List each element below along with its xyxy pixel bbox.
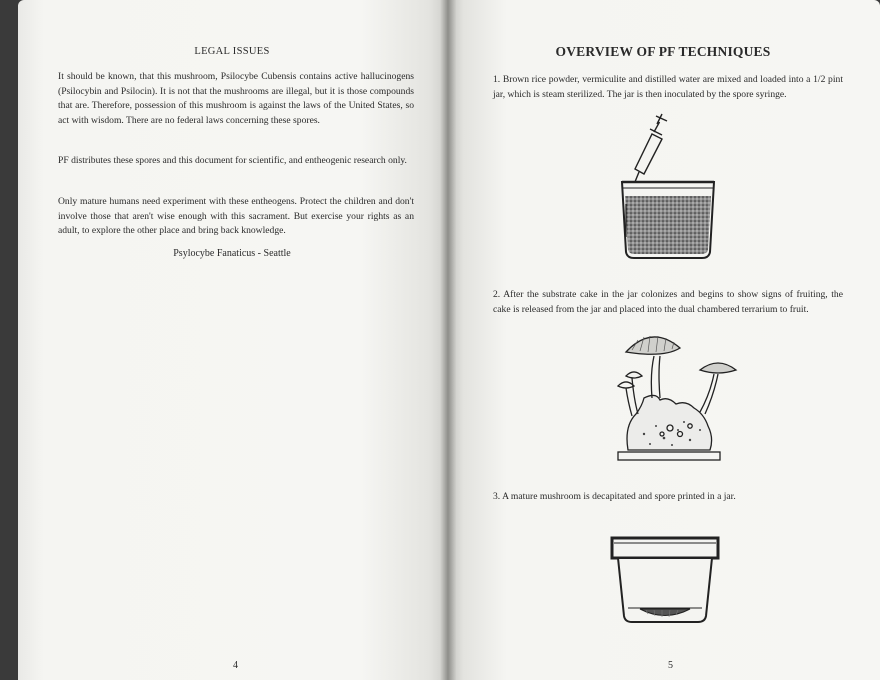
legal-issues-heading: LEGAL ISSUES (194, 46, 270, 57)
legal-paragraph-2: PF distributes these spores and this document for scientific, and entheogenic research only. (58, 155, 407, 166)
syringe-jar-illustration (614, 112, 726, 262)
step-1-text: 1. Brown rice powder, vermiculite and distilled water are mixed and loaded into a 1/2 pint jar, which is steam sterilized. The jar is then inoculated by the spore syringe. (493, 74, 843, 100)
legal-paragraph-1: It should be known, that this mushroom, Psilocybe Cubensis contains active hallucinogens (Psilocybin and Psilocin). It is not that the mushrooms are illegal, but it is those compounds that are. Therefore, possession of this mushroom is against the laws of the United States, so act with wisdom. There are no federal laws concerning these spores. (58, 71, 414, 126)
step-2-text: 2. After the substrate cake in the jar colonizes and begins to show signs of fruiting, the cake is released from the jar and placed into the dual chambered terrarium to fruit. (493, 289, 843, 315)
legal-paragraph-3: Only mature humans need experiment with these entheogens. Protect the children and don't involve those that aren't wise enough with this sacrament. But exercise your rights as an adult, to explore the other place and bring back knowledge. (58, 196, 414, 237)
signature-line: Psylocybe Fanaticus - Seattle (173, 248, 291, 259)
book-gutter (440, 0, 456, 680)
page-number-right: 5 (668, 660, 673, 671)
step-3-text: 3. A mature mushroom is decapitated and spore printed in a jar. (493, 491, 736, 502)
overview-heading: OVERVIEW OF PF TECHNIQUES (555, 44, 771, 59)
page-number-left: 4 (233, 660, 238, 671)
fruiting-cake-illustration (604, 330, 754, 470)
spore-print-jar-illustration (610, 532, 728, 632)
